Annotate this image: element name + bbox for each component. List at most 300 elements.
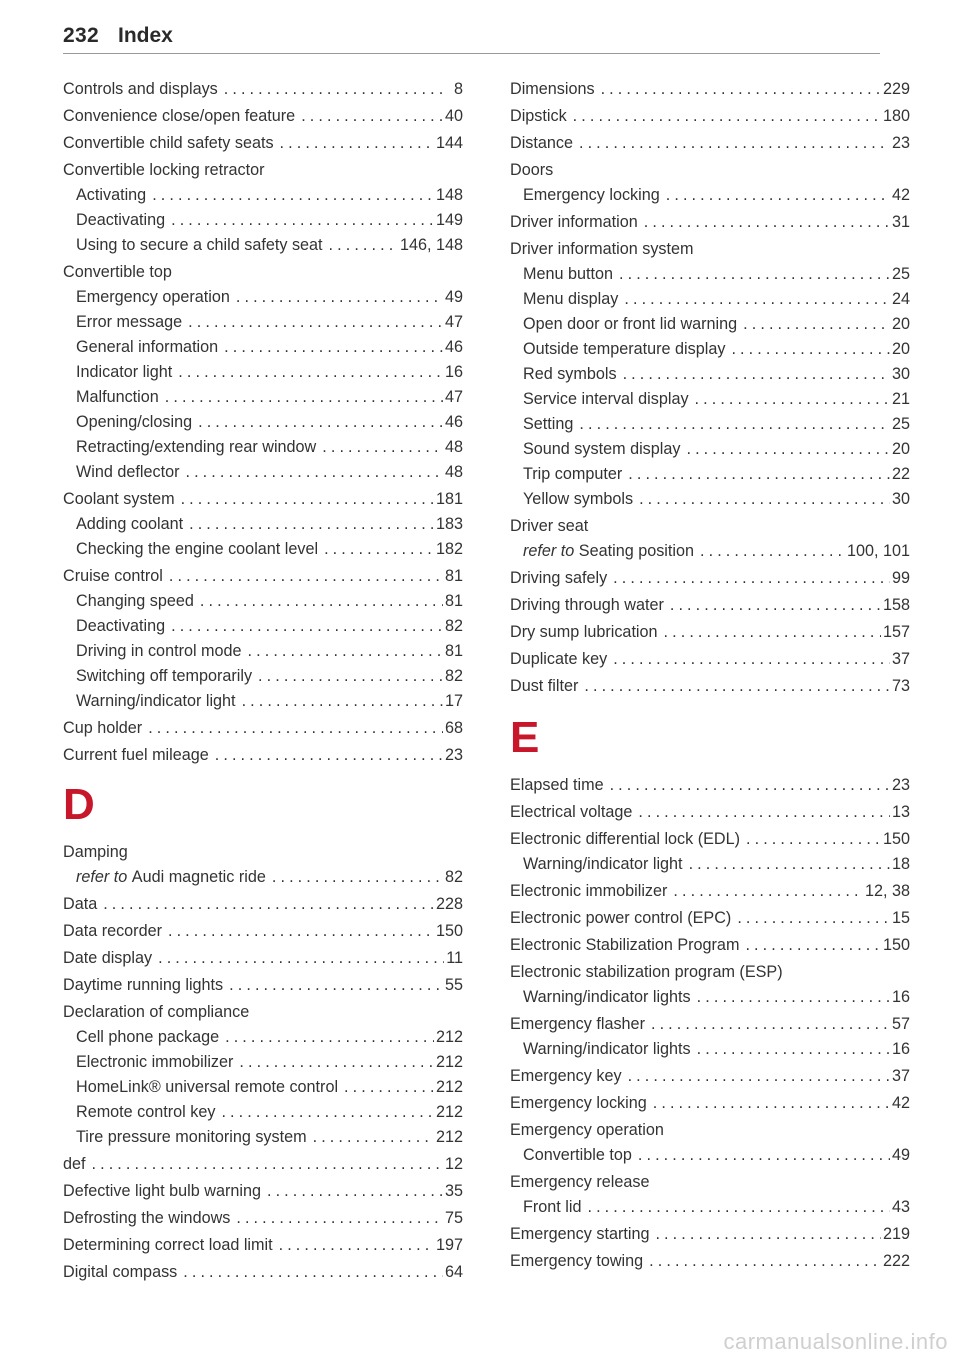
dot-leader bbox=[743, 312, 890, 337]
index-entry bbox=[510, 131, 910, 156]
index-entry bbox=[510, 158, 910, 183]
entry-page-ref: 16 bbox=[891, 1040, 910, 1058]
entry-page-ref: 20 bbox=[891, 440, 910, 458]
cross-reference-prefix: refer to bbox=[76, 868, 128, 886]
index-entry bbox=[63, 158, 463, 183]
entry-label: Convertible locking retractor bbox=[63, 161, 265, 179]
entry-label: Electronic differential lock (EDL) bbox=[510, 830, 741, 848]
entry-page-ref: 146, 148 bbox=[399, 236, 463, 254]
index-subentry bbox=[510, 362, 910, 387]
entry-label: Convertible child safety seats bbox=[63, 134, 274, 152]
entry-label: Digital compass bbox=[63, 1263, 178, 1281]
index-entry bbox=[510, 647, 910, 672]
index-entry bbox=[63, 743, 463, 768]
entry-page-ref: 43 bbox=[891, 1198, 910, 1216]
dot-leader bbox=[639, 487, 890, 512]
entry-page-ref: 37 bbox=[891, 650, 910, 668]
entry-label: Adding coolant bbox=[76, 515, 184, 533]
index-subentry bbox=[63, 385, 463, 410]
page-header bbox=[63, 20, 880, 54]
dot-leader bbox=[731, 337, 890, 362]
dot-leader bbox=[236, 1206, 443, 1231]
entry-label: Doors bbox=[510, 161, 554, 179]
index-subentry bbox=[63, 460, 463, 485]
index-entry bbox=[510, 620, 910, 645]
dot-leader bbox=[225, 1025, 434, 1050]
index-subentry bbox=[510, 287, 910, 312]
entry-page-ref: 35 bbox=[444, 1182, 463, 1200]
dot-leader bbox=[200, 589, 443, 614]
dot-leader bbox=[242, 689, 443, 714]
entry-label: Sound system display bbox=[523, 440, 681, 458]
entry-label: Setting bbox=[523, 415, 574, 433]
dot-leader bbox=[272, 865, 443, 890]
index-entry bbox=[510, 210, 910, 235]
index-subentry bbox=[63, 410, 463, 435]
entry-label: def bbox=[63, 1155, 86, 1173]
entry-page-ref: 212 bbox=[435, 1103, 463, 1121]
entry-label: General information bbox=[76, 338, 219, 356]
index-subentry bbox=[63, 1075, 463, 1100]
entry-label: Error message bbox=[76, 313, 183, 331]
entry-label: Convertible top bbox=[63, 263, 172, 281]
dot-leader bbox=[280, 131, 434, 156]
index-column-left bbox=[63, 75, 463, 1285]
index-subentry bbox=[510, 183, 910, 208]
entry-label: Trip computer bbox=[523, 465, 623, 483]
entry-label: Electrical voltage bbox=[510, 803, 633, 821]
entry-label: Driver information bbox=[510, 213, 638, 231]
entry-page-ref: 228 bbox=[435, 895, 463, 913]
dot-leader bbox=[171, 208, 434, 233]
index-subentry bbox=[510, 262, 910, 287]
entry-label: Warning/indicator light bbox=[523, 855, 683, 873]
entry-page-ref: 212 bbox=[435, 1078, 463, 1096]
entry-page-ref: 40 bbox=[444, 107, 463, 125]
index-entry bbox=[510, 237, 910, 262]
entry-label: Changing speed bbox=[76, 592, 194, 610]
entry-label: Determining correct load limit bbox=[63, 1236, 273, 1254]
entry-page-ref: 23 bbox=[444, 746, 463, 764]
dot-leader bbox=[198, 410, 443, 435]
entry-page-ref: 219 bbox=[882, 1225, 910, 1243]
dot-leader bbox=[158, 946, 444, 971]
dot-leader bbox=[258, 664, 443, 689]
entry-label: Switching off temporarily bbox=[76, 667, 253, 685]
dot-leader bbox=[322, 435, 443, 460]
dot-leader bbox=[666, 183, 890, 208]
index-subentry bbox=[63, 1050, 463, 1075]
index-subentry bbox=[63, 1125, 463, 1150]
entry-page-ref: 48 bbox=[444, 463, 463, 481]
index-column-right bbox=[510, 75, 910, 1274]
entry-page-ref: 48 bbox=[444, 438, 463, 456]
entry-page-ref: 64 bbox=[444, 1263, 463, 1281]
entry-page-ref: 30 bbox=[891, 365, 910, 383]
entry-page-ref: 158 bbox=[882, 596, 910, 614]
index-subentry bbox=[510, 1143, 910, 1168]
entry-page-ref: 20 bbox=[891, 340, 910, 358]
dot-leader bbox=[573, 104, 881, 129]
dot-leader bbox=[644, 210, 890, 235]
entry-label: Tire pressure monitoring system bbox=[76, 1128, 307, 1146]
entry-label: Electronic power control (EPC) bbox=[510, 909, 732, 927]
entry-label: Remote control key bbox=[76, 1103, 216, 1121]
entry-label: Retracting/extending rear window bbox=[76, 438, 317, 456]
entry-page-ref: 46 bbox=[444, 413, 463, 431]
entry-label: Emergency locking bbox=[510, 1094, 647, 1112]
entry-page-ref: 16 bbox=[444, 363, 463, 381]
entry-page-ref: 150 bbox=[882, 830, 910, 848]
index-subentry bbox=[510, 539, 910, 564]
dot-leader bbox=[171, 614, 443, 639]
dot-leader bbox=[624, 287, 890, 312]
entry-page-ref: 13 bbox=[891, 803, 910, 821]
dot-leader bbox=[653, 1091, 890, 1116]
dot-leader bbox=[313, 1125, 434, 1150]
index-entry bbox=[510, 1249, 910, 1274]
entry-label: Outside temperature display bbox=[523, 340, 726, 358]
entry-label: Dust filter bbox=[510, 677, 579, 695]
entry-page-ref: 81 bbox=[444, 592, 463, 610]
dot-leader bbox=[745, 933, 881, 958]
entry-page-ref: 82 bbox=[444, 617, 463, 635]
dot-leader bbox=[700, 539, 845, 564]
entry-page-ref: 25 bbox=[891, 415, 910, 433]
entry-label: Electronic stabilization program (ESP) bbox=[510, 963, 783, 981]
entry-label: Yellow symbols bbox=[523, 490, 634, 508]
entry-page-ref: 82 bbox=[444, 667, 463, 685]
entry-page-ref: 47 bbox=[444, 313, 463, 331]
index-entry bbox=[63, 892, 463, 917]
index-entry bbox=[63, 260, 463, 285]
dot-leader bbox=[224, 77, 447, 102]
entry-label: Declaration of compliance bbox=[63, 1003, 250, 1021]
dot-leader bbox=[628, 462, 890, 487]
dot-leader bbox=[92, 1152, 443, 1177]
index-entry bbox=[510, 1170, 910, 1195]
entry-page-ref: 82 bbox=[444, 868, 463, 886]
entry-label: Opening/closing bbox=[76, 413, 193, 431]
page-title: Index bbox=[118, 24, 173, 47]
index-subentry bbox=[510, 437, 910, 462]
dot-leader bbox=[697, 1037, 890, 1062]
dot-leader bbox=[697, 985, 890, 1010]
entry-page-ref: 55 bbox=[444, 976, 463, 994]
entry-label: Deactivating bbox=[76, 617, 166, 635]
index-subentry bbox=[63, 233, 463, 258]
entry-page-ref: 23 bbox=[891, 134, 910, 152]
index-subentry bbox=[63, 208, 463, 233]
dot-leader bbox=[103, 892, 434, 917]
entry-label: Emergency release bbox=[510, 1173, 650, 1191]
entry-page-ref: 144 bbox=[435, 134, 463, 152]
entry-page-ref: 148 bbox=[435, 186, 463, 204]
dot-leader bbox=[673, 879, 863, 904]
entry-label: Warning/indicator lights bbox=[523, 988, 691, 1006]
entry-page-ref: 73 bbox=[891, 677, 910, 695]
entry-page-ref: 16 bbox=[891, 988, 910, 1006]
entry-page-ref: 31 bbox=[891, 213, 910, 231]
index-entry bbox=[510, 514, 910, 539]
entry-label: Audi magnetic ride bbox=[131, 868, 266, 886]
dot-leader bbox=[236, 285, 443, 310]
dot-leader bbox=[651, 1012, 890, 1037]
index-entry bbox=[63, 1206, 463, 1231]
entry-label: Electronic immobilizer bbox=[76, 1053, 234, 1071]
dot-leader bbox=[610, 773, 890, 798]
entry-label: Menu display bbox=[523, 290, 619, 308]
index-entry bbox=[63, 487, 463, 512]
header-rule bbox=[63, 53, 880, 54]
entry-label: Indicator light bbox=[76, 363, 173, 381]
index-entry bbox=[510, 77, 910, 102]
dot-leader bbox=[613, 647, 890, 672]
entry-page-ref: 17 bbox=[444, 692, 463, 710]
index-subentry bbox=[63, 537, 463, 562]
entry-label: Data recorder bbox=[63, 922, 162, 940]
dot-leader bbox=[601, 77, 881, 102]
entry-label: Service interval display bbox=[523, 390, 689, 408]
entry-page-ref: 212 bbox=[435, 1128, 463, 1146]
entry-label: Warning/indicator lights bbox=[523, 1040, 691, 1058]
entry-label: Activating bbox=[76, 186, 147, 204]
index-subentry bbox=[63, 183, 463, 208]
dot-leader bbox=[628, 1064, 890, 1089]
dot-leader bbox=[148, 716, 443, 741]
entry-page-ref: 49 bbox=[444, 288, 463, 306]
dot-leader bbox=[267, 1179, 443, 1204]
dot-leader bbox=[686, 437, 890, 462]
entry-page-ref: 183 bbox=[435, 515, 463, 533]
entry-page-ref: 15 bbox=[891, 909, 910, 927]
dot-leader bbox=[183, 1260, 443, 1285]
entry-label: Open door or front lid warning bbox=[523, 315, 738, 333]
dot-leader bbox=[737, 906, 890, 931]
entry-page-ref: 157 bbox=[882, 623, 910, 641]
entry-label: Date display bbox=[63, 949, 153, 967]
entry-label: Cruise control bbox=[63, 567, 163, 585]
dot-leader bbox=[168, 919, 434, 944]
entry-label: Defrosting the windows bbox=[63, 1209, 231, 1227]
index-subentry bbox=[63, 1025, 463, 1050]
index-subentry bbox=[510, 985, 910, 1010]
entry-page-ref: 57 bbox=[891, 1015, 910, 1033]
index-entry bbox=[63, 564, 463, 589]
index-subentry bbox=[510, 387, 910, 412]
entry-page-ref: 222 bbox=[882, 1252, 910, 1270]
entry-page-ref: 42 bbox=[891, 186, 910, 204]
entry-label: Electronic immobilizer bbox=[510, 882, 668, 900]
entry-label: Seating position bbox=[578, 542, 694, 560]
entry-label: Driver seat bbox=[510, 517, 589, 535]
index-entry bbox=[510, 906, 910, 931]
dot-leader bbox=[221, 1100, 434, 1125]
dot-leader bbox=[587, 1195, 890, 1220]
entry-label: Dipstick bbox=[510, 107, 567, 125]
entry-label: Front lid bbox=[523, 1198, 582, 1216]
dot-leader bbox=[165, 385, 443, 410]
entry-page-ref: 18 bbox=[891, 855, 910, 873]
entry-page-ref: 182 bbox=[435, 540, 463, 558]
entry-page-ref: 24 bbox=[891, 290, 910, 308]
entry-page-ref: 212 bbox=[435, 1028, 463, 1046]
index-subentry bbox=[63, 310, 463, 335]
index-entry bbox=[63, 1260, 463, 1285]
entry-page-ref: 11 bbox=[446, 949, 463, 967]
index-entry bbox=[510, 566, 910, 591]
dot-leader bbox=[178, 360, 443, 385]
watermark: carmanualsonline.info bbox=[723, 1329, 948, 1354]
index-subentry bbox=[63, 335, 463, 360]
entry-page-ref: 21 bbox=[891, 390, 910, 408]
entry-label: Emergency operation bbox=[76, 288, 230, 306]
index-subentry bbox=[63, 614, 463, 639]
index-entry bbox=[63, 973, 463, 998]
entry-label: Dry sump lubrication bbox=[510, 623, 658, 641]
dot-leader bbox=[189, 512, 434, 537]
section-letter: D bbox=[63, 780, 95, 829]
dot-leader bbox=[239, 1050, 434, 1075]
entry-page-ref: 20 bbox=[891, 315, 910, 333]
index-entry bbox=[63, 716, 463, 741]
entry-label: Emergency locking bbox=[523, 186, 660, 204]
index-subentry bbox=[63, 285, 463, 310]
entry-label: Cell phone package bbox=[76, 1028, 220, 1046]
entry-label: Emergency towing bbox=[510, 1252, 644, 1270]
entry-label: Duplicate key bbox=[510, 650, 608, 668]
entry-page-ref: 197 bbox=[435, 1236, 463, 1254]
dot-leader bbox=[579, 131, 890, 156]
index-entry bbox=[63, 1152, 463, 1177]
dot-leader bbox=[638, 1143, 890, 1168]
index-subentry bbox=[510, 852, 910, 877]
entry-label: Daytime running lights bbox=[63, 976, 224, 994]
entry-label: Coolant system bbox=[63, 490, 175, 508]
dot-leader bbox=[670, 593, 881, 618]
entry-label: Warning/indicator light bbox=[76, 692, 236, 710]
index-entry bbox=[510, 960, 910, 985]
dot-leader bbox=[229, 973, 443, 998]
entry-page-ref: 100, 101 bbox=[846, 542, 910, 560]
entry-label: HomeLink® universal remote control bbox=[76, 1078, 339, 1096]
index-entry bbox=[63, 840, 463, 865]
entry-label: Driving through water bbox=[510, 596, 664, 614]
dot-leader bbox=[215, 743, 443, 768]
index-entry bbox=[63, 131, 463, 156]
dot-leader bbox=[329, 233, 398, 258]
dot-leader bbox=[169, 564, 443, 589]
index-entry bbox=[510, 1222, 910, 1247]
entry-label: Convenience close/open feature bbox=[63, 107, 296, 125]
dot-leader bbox=[152, 183, 434, 208]
entry-page-ref: 47 bbox=[444, 388, 463, 406]
index-subentry bbox=[63, 589, 463, 614]
index-entry bbox=[510, 773, 910, 798]
index-entry bbox=[63, 1000, 463, 1025]
entry-label: Emergency starting bbox=[510, 1225, 650, 1243]
entry-page-ref: 81 bbox=[444, 567, 463, 585]
entry-page-ref: 49 bbox=[891, 1146, 910, 1164]
index-subentry bbox=[63, 360, 463, 385]
entry-page-ref: 75 bbox=[444, 1209, 463, 1227]
index-entry bbox=[63, 1233, 463, 1258]
dot-leader bbox=[188, 310, 443, 335]
index-entry bbox=[510, 879, 910, 904]
entry-page-ref: 12, 38 bbox=[864, 882, 910, 900]
entry-label: Defective light bulb warning bbox=[63, 1182, 261, 1200]
entry-page-ref: 81 bbox=[444, 642, 463, 660]
index-entry bbox=[510, 800, 910, 825]
entry-page-ref: 150 bbox=[882, 936, 910, 954]
entry-page-ref: 22 bbox=[891, 465, 910, 483]
index-subentry bbox=[63, 664, 463, 689]
entry-label: Cup holder bbox=[63, 719, 143, 737]
entry-label: Elapsed time bbox=[510, 776, 604, 794]
entry-page-ref: 149 bbox=[435, 211, 463, 229]
entry-label: Red symbols bbox=[523, 365, 617, 383]
entry-label: Emergency operation bbox=[510, 1121, 664, 1139]
index-entry bbox=[510, 1012, 910, 1037]
dot-leader bbox=[664, 620, 881, 645]
entry-label: Driving safely bbox=[510, 569, 608, 587]
entry-label: Current fuel mileage bbox=[63, 746, 209, 764]
index-subentry bbox=[63, 865, 463, 890]
dot-leader bbox=[224, 335, 443, 360]
dot-leader bbox=[649, 1249, 881, 1274]
entry-label: Wind deflector bbox=[76, 463, 180, 481]
entry-label: Convertible top bbox=[523, 1146, 632, 1164]
entry-label: Emergency flasher bbox=[510, 1015, 645, 1033]
index-entry bbox=[63, 919, 463, 944]
dot-leader bbox=[248, 639, 443, 664]
index-entry bbox=[510, 1118, 910, 1143]
index-entry bbox=[510, 1091, 910, 1116]
entry-label: Damping bbox=[63, 843, 128, 861]
entry-page-ref: 46 bbox=[444, 338, 463, 356]
cross-reference-prefix: refer to bbox=[523, 542, 575, 560]
dot-leader bbox=[655, 1222, 881, 1247]
dot-leader bbox=[301, 104, 443, 129]
index-entry bbox=[63, 77, 463, 102]
index-subentry bbox=[510, 1195, 910, 1220]
dot-leader bbox=[689, 852, 890, 877]
index-subentry bbox=[63, 1100, 463, 1125]
index-entry bbox=[63, 104, 463, 129]
section-letter: E bbox=[510, 713, 540, 762]
dot-leader bbox=[695, 387, 890, 412]
entry-label: Data bbox=[63, 895, 98, 913]
entry-label: Electronic Stabilization Program bbox=[510, 936, 740, 954]
index-entry bbox=[510, 104, 910, 129]
dot-leader bbox=[619, 262, 890, 287]
index-subentry bbox=[510, 462, 910, 487]
entry-page-ref: 229 bbox=[882, 80, 910, 98]
index-subentry bbox=[510, 1037, 910, 1062]
entry-page-ref: 99 bbox=[891, 569, 910, 587]
dot-leader bbox=[324, 537, 434, 562]
index-entry bbox=[510, 933, 910, 958]
entry-label: Dimensions bbox=[510, 80, 595, 98]
entry-label: Driving in control mode bbox=[76, 642, 242, 660]
entry-label: Using to secure a child safety seat bbox=[76, 236, 323, 254]
entry-label: Menu button bbox=[523, 265, 613, 283]
dot-leader bbox=[584, 674, 890, 699]
dot-leader bbox=[638, 800, 890, 825]
entry-page-ref: 150 bbox=[435, 922, 463, 940]
dot-leader bbox=[623, 362, 890, 387]
index-subentry bbox=[63, 512, 463, 537]
